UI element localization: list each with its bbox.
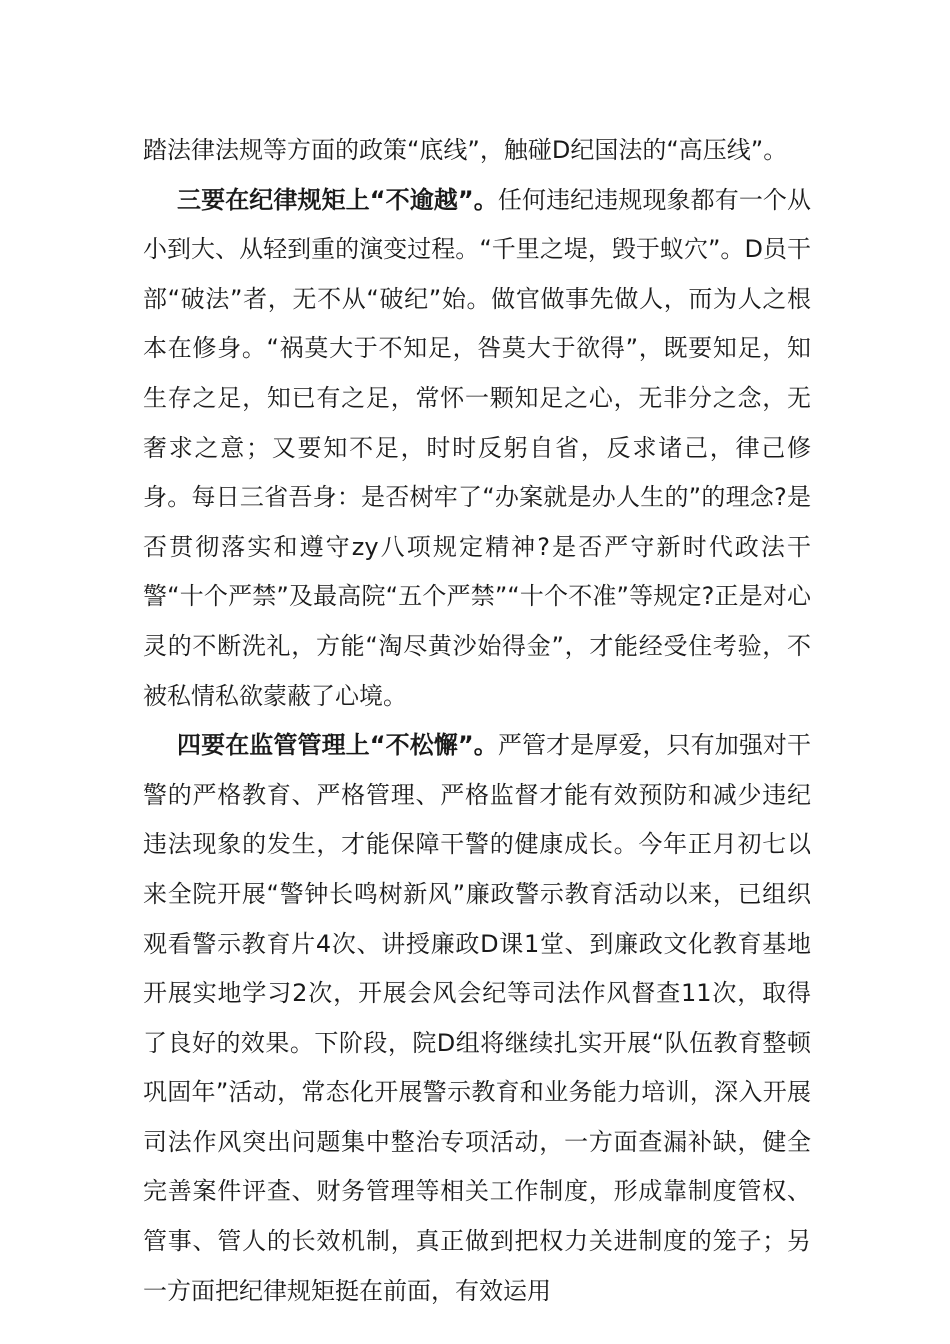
section-3-heading: 三要在纪律规矩上“不逾越”。 xyxy=(177,185,498,214)
document-body xyxy=(143,126,811,1316)
section-3-paragraph xyxy=(143,176,811,722)
section-4-body: 严管才是厚爱，只有加强对干警的严格教育、严格管理、严格监督才能有效预防和减少违纪违法现象的发生，才能保障干警的健康成长。今年正月初七以来全院开展“警钟长鸣树新风”廉政警示教育活动以来，已组织观看警示教育片4次、讲授廉政D课1堂、到廉政文化教育基地开展实地学习2次，开展会风会纪等司法作风督查11次，取得了良好的效果。下阶段，院D组将继续扎实开展“队伍教育整顿巩固年”活动，常态化开展警示教育和业务能力培训，深入开展司法作风突出问题集中整治专项活动，一方面查漏补缺，健全完善案件评查、财务管理等相关工作制度，形成靠制度管权、管事、管人的长效机制，真正做到把权力关进制度的笼子；另一方面把纪律规矩挺在前面，有效运用 xyxy=(143,731,812,1305)
section-4-paragraph xyxy=(143,721,811,1316)
section-4-heading: 四要在监管管理上“不松懈”。 xyxy=(177,731,498,760)
section-3-body: 任何违纪违规现象都有一个从小到大、从轻到重的演变过程。“千里之堤，毁于蚁穴”。D员干部“破法”者，无不从“破纪”始。做官做事先做人，而为人之根本在修身。“祸莫大于不知足，咎莫大于欲得”，既要知足，知生存之足，知已有之足，常怀一颗知足之心，无非分之念，无奢求之意；又要知不足，时时反躬自省，反求诸己，律己修身。每日三省吾身：是否树牢了“办案就是办人生的”的理念?是否贯彻落实和遵守zy八项规定精神?是否严守新时代政法干警“十个严禁”及最高院“五个严禁”“十个不准”等规定?正是对心灵的不断洗礼，方能“淘尽黄沙始得金”，才能经受住考验，不被私情私欲蒙蔽了心境。 xyxy=(143,185,812,710)
continuation-paragraph: 踏法律法规等方面的政策“底线”，触碰D纪国法的“高压线”。 xyxy=(143,136,788,164)
